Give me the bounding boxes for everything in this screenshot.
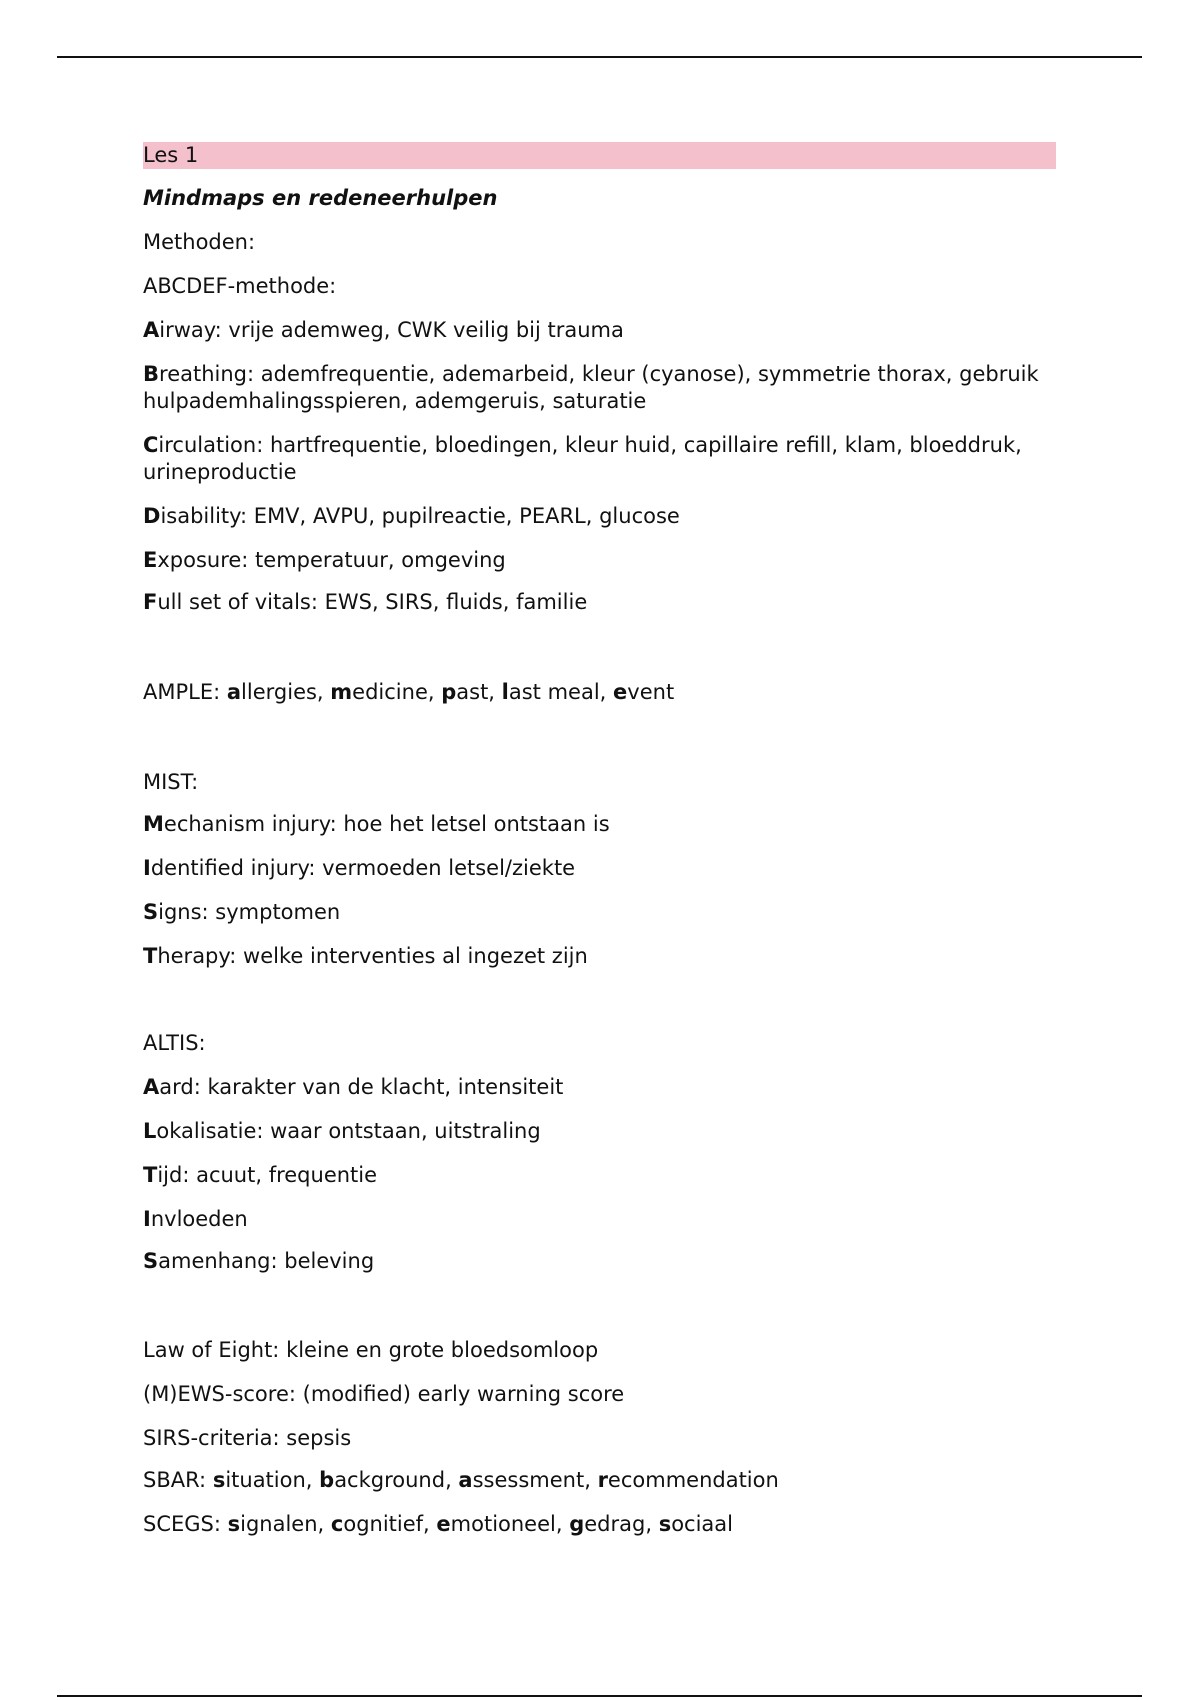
altis-list (143, 1074, 1056, 1275)
header-rule (57, 56, 1142, 58)
abcdef-item-disability: Disability: EMV, AVPU, pupilreactie, PEARL, glucose (143, 504, 680, 528)
abcdef-item-breathing: Breathing: ademfrequentie, ademarbeid, kleur (cyanose), symmetrie thorax, gebruik hulpademhalingsspieren, ademgeruis, saturatie (143, 362, 1039, 413)
mews-line: (M)EWS-score: (modified) early warning score (143, 1382, 625, 1406)
abcdef-list (143, 317, 1056, 616)
spacer (143, 723, 1056, 769)
mist-item-therapy: Therapy: welke interventies al ingezet zijn (143, 944, 588, 968)
footer-rule (57, 1695, 1142, 1697)
altis-item-invloeden: Invloeden (143, 1207, 248, 1231)
abcdef-item-circulation: Circulation: hartfrequentie, bloedingen, kleur huid, capillaire refill, klam, bloeddruk, urineproductie (143, 433, 1022, 484)
mist-item-mechanism: Mechanism injury: hoe het letsel ontstaan is (143, 812, 610, 836)
spacer (143, 1292, 1056, 1337)
document-body (143, 142, 1056, 1555)
mist-list (143, 811, 1056, 970)
mist-item-signs: Signs: symptomen (143, 900, 341, 924)
abcdef-item-full-set: Full set of vitals: EWS, SIRS, fluids, familie (143, 590, 588, 614)
altis-item-tijd: Tijd: acuut, frequentie (143, 1163, 378, 1187)
methods-label: Methoden: (143, 230, 256, 254)
altis-item-samenhang: Samenhang: beleving (143, 1249, 375, 1273)
spacer (143, 633, 1056, 679)
abcdef-title: ABCDEF-methode: (143, 274, 337, 298)
altis-item-lokalisatie: Lokalisatie: waar ontstaan, uitstraling (143, 1119, 541, 1143)
section-subtitle: Mindmaps en redeneerhulpen (143, 186, 498, 210)
abcdef-item-exposure: Exposure: temperatuur, omgeving (143, 548, 506, 572)
altis-title: ALTIS: (143, 1031, 206, 1055)
mist-item-identified: Identified injury: vermoeden letsel/ziekte (143, 856, 576, 880)
sirs-line: SIRS-criteria: sepsis (143, 1426, 352, 1450)
lesson-heading: Les 1 (143, 142, 1056, 169)
spacer (143, 987, 1056, 1030)
sbar-line: SBAR: situation, background, assessment, recommendation (143, 1468, 779, 1492)
scegs-line: SCEGS: signalen, cognitief, emotioneel, gedrag, sociaal (143, 1512, 734, 1536)
law-of-eight-line: Law of Eight: kleine en grote bloedsomloop (143, 1338, 599, 1362)
altis-item-aard: Aard: karakter van de klacht, intensiteit (143, 1075, 564, 1099)
mist-title: MIST: (143, 770, 199, 794)
abcdef-item-airway: Airway: vrije ademweg, CWK veilig bij trauma (143, 318, 624, 342)
ample-line: AMPLE: allergies, medicine, past, last meal, event (143, 680, 675, 704)
